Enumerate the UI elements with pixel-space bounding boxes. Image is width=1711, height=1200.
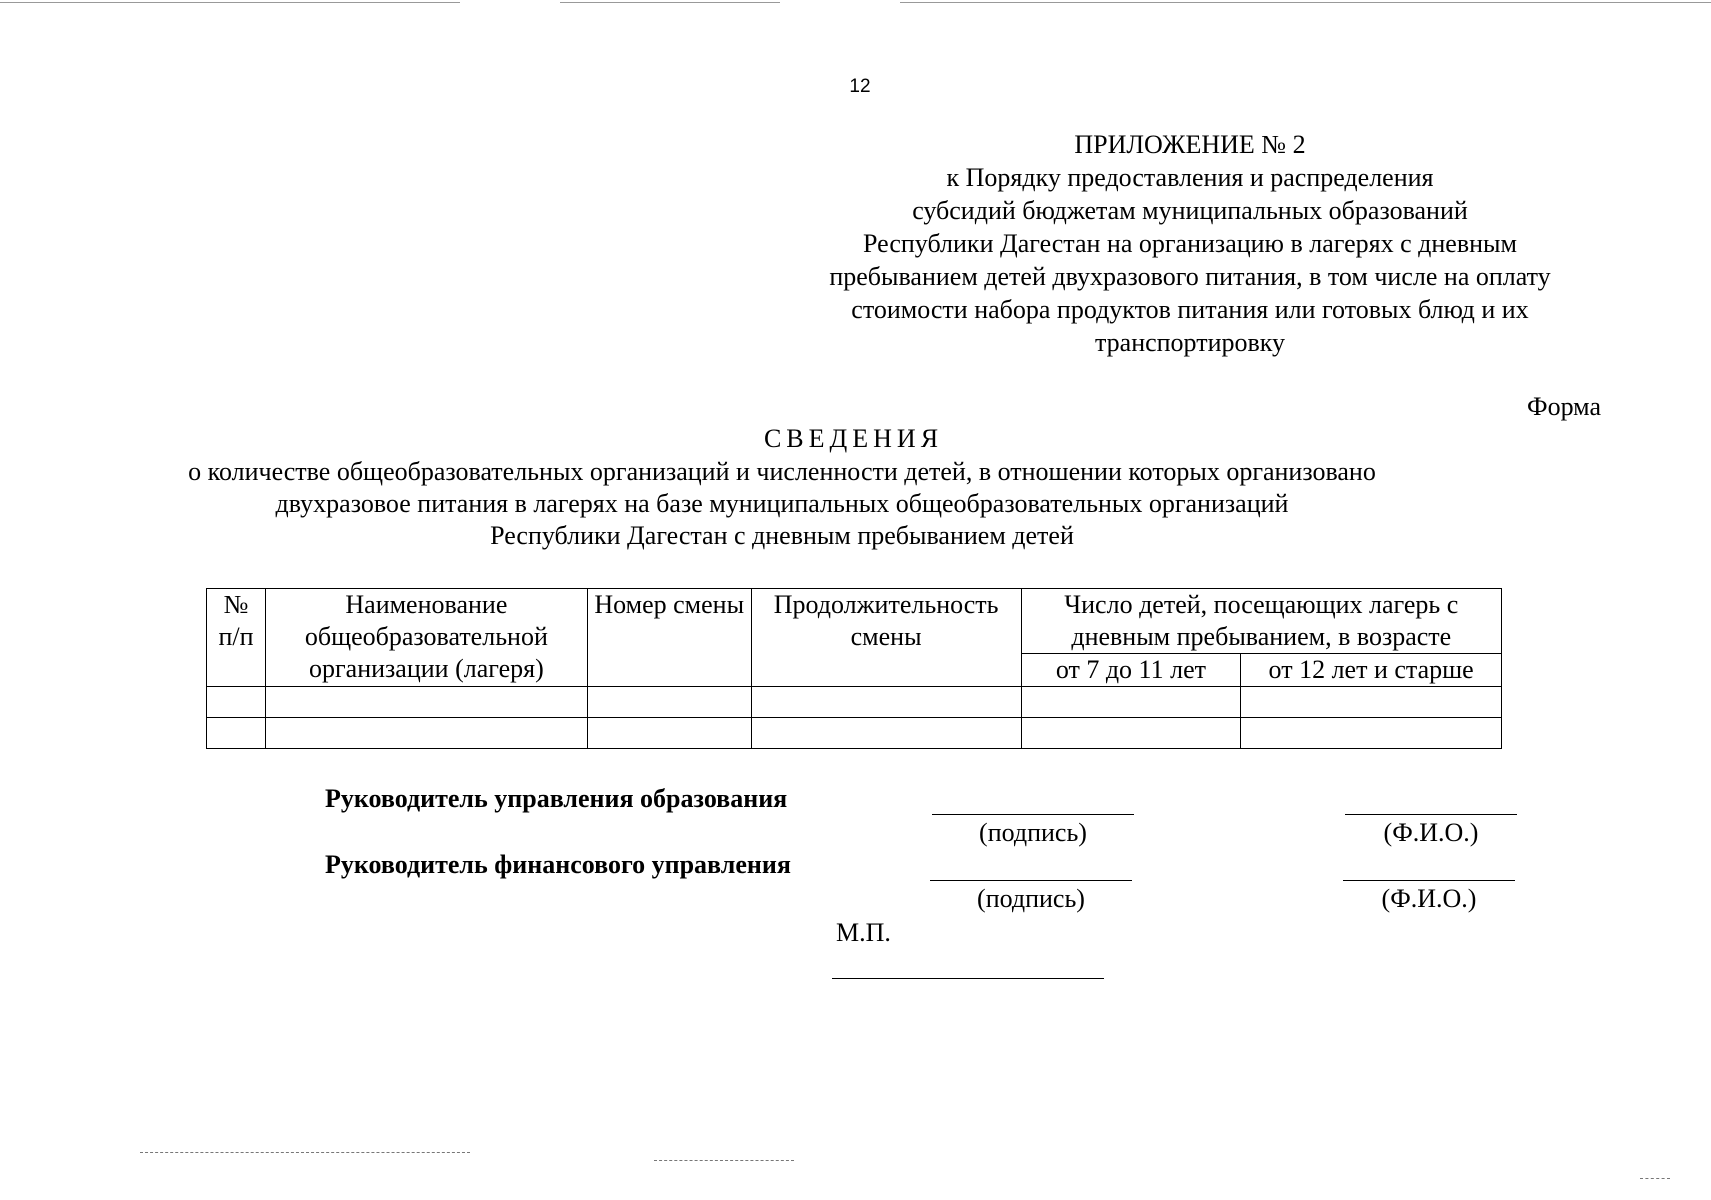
table-row [207, 687, 1502, 718]
signature-caption: (подпись) [977, 884, 1085, 913]
signature-line [932, 814, 1134, 815]
table-cell [265, 718, 587, 749]
table-cell [1241, 718, 1502, 749]
document-title: СВЕДЕНИЯ [763, 424, 944, 453]
table-cell [207, 718, 266, 749]
header-org-name: Наименование общеобразовательной организации (лагеря) [265, 589, 587, 687]
stamp-line [832, 978, 1104, 979]
scan-edge-line [900, 2, 1711, 3]
data-table [206, 588, 1502, 749]
table-cell [587, 687, 751, 718]
appendix-title: ПРИЛОЖЕНИЕ № 2 [1074, 130, 1306, 159]
name-caption: (Ф.И.О.) [1381, 884, 1477, 913]
appendix-line: пребыванием детей двухразового питания, в том числе на оплату [829, 262, 1551, 291]
appendix-line: стоимости набора продуктов питания или готовых блюд и их [851, 295, 1529, 324]
table-cell [751, 718, 1021, 749]
table-cell [1241, 687, 1502, 718]
signature-line [930, 880, 1132, 881]
scan-edge-line [140, 1152, 470, 1153]
appendix-line: к Порядку предоставления и распределения [946, 163, 1434, 192]
scan-edge-line [1640, 1178, 1670, 1179]
appendix-line: Республики Дагестан на организацию в лагерях с дневным [863, 229, 1517, 258]
table-cell [265, 687, 587, 718]
stamp-placeholder: М.П. [836, 918, 891, 947]
appendix-header [770, 128, 1610, 359]
table-cell [587, 718, 751, 749]
table-cell [207, 687, 266, 718]
page-number: 12 [849, 76, 871, 97]
table-cell [1021, 718, 1241, 749]
subtitle-line: о количестве общеобразовательных организаций и численности детей, в отношении которых организовано [188, 457, 1376, 486]
header-children-count: Число детей, посещающих лагерь с дневным пребыванием, в возрасте [1021, 589, 1501, 654]
appendix-line: транспортировку [1094, 328, 1286, 357]
table-cell [751, 687, 1021, 718]
table-row [207, 718, 1502, 749]
name-caption: (Ф.И.О.) [1383, 818, 1479, 847]
document-subtitle [42, 456, 1522, 552]
scan-edge-line [654, 1160, 794, 1161]
subtitle-line: Республики Дагестан с дневным пребыванием детей [490, 521, 1074, 550]
header-shift-number: Номер смены [587, 589, 751, 687]
signatory-role-education: Руководитель управления образования [325, 784, 788, 813]
table-cell [1021, 687, 1241, 718]
name-line [1343, 880, 1515, 881]
subtitle-line: двухразовое питания в лагерях на базе муниципальных общеобразовательных организаций [275, 489, 1289, 518]
scan-edge-line [0, 2, 460, 3]
scan-edge-line [560, 2, 780, 3]
appendix-line: субсидий бюджетам муниципальных образований [912, 196, 1468, 225]
header-age-7-11: от 7 до 11 лет [1021, 654, 1241, 687]
header-shift-duration: Продолжительность смены [751, 589, 1021, 687]
form-label: Форма [1527, 392, 1601, 421]
signature-caption: (подпись) [979, 818, 1087, 847]
header-age-12-plus: от 12 лет и старше [1241, 654, 1502, 687]
signatory-role-finance: Руководитель финансового управления [325, 850, 791, 879]
header-num: № п/п [207, 589, 266, 687]
name-line [1345, 814, 1517, 815]
